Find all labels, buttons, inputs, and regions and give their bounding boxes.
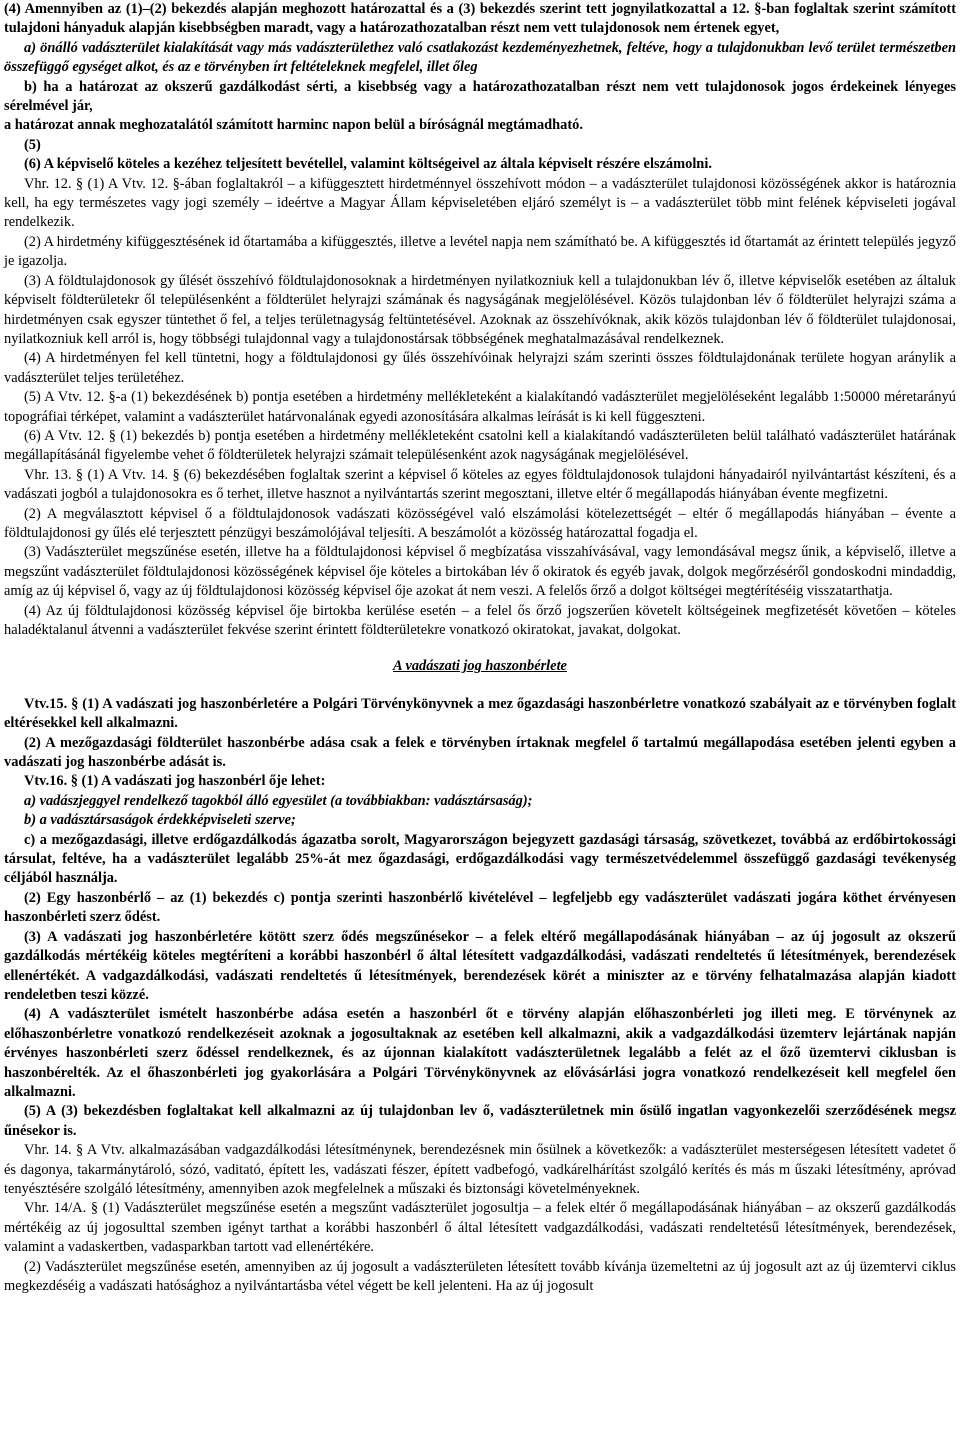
paragraph: (5) A (3) bekezdésben foglaltakat kell alkalmazni az új tulajdonban lev ő, vadászterületnek min ősülő ingatlan vagyonkezelői szerződésének megsz űnésekor is.: [4, 1103, 956, 1139]
section-haszonberlet: [4, 695, 956, 1297]
paragraph: (5) A Vtv. 12. §-a (1) bekezdésének b) pontja esetében a hirdetmény mellékleteként a kialakítandó vadászterület megjelöléseként legalább 1:50000 méretarányú topográfiai térképet, valamint a vadászterület határvonalának egyedi azonosítására alkalmas leírását is ki kell függeszteni.: [4, 389, 956, 425]
paragraph: (6) A Vtv. 12. § (1) bekezdés b) pontja esetében a hirdetmény mellékleteként csatolni kell a kialakítandó vadászterületen belül található vadászterület határának megállapításánál figyelembe vehet ő földterületek helyrajzi számait településenként azok nagyságának megjelölésével.: [4, 427, 956, 464]
paragraph: c) a mezőgazdasági, illetve erdőgazdálkodás ágazatba sorolt, Magyarországon bejegyzett gazdasági társaság, szövetkezet, továbbá az erdőbirtokossági társulat, feltéve, ha a vadászterület legalább 25%-át mez őgazdasági, erdőgazdálkodási vagy természetvédelemmel összefüggő gazdasági tevékenység céljából használja.: [4, 831, 956, 887]
paragraph: (3) Vadászterület megszűnése esetén, illetve ha a földtulajdonosi képvisel ő megbízatása visszahívásával, vagy lemondásával megsz űnik, a képviselő, illetve a megszűnt vadászterület földtulajdonosi közösségének képvisel ője köteles a birtokában lév ő okiratok és egyéb javak, dolgok megőrzéséről gondoskodni mindaddig, amíg az új képvisel ő, vagy az új földtulajdonosi közösség képvisel ője azokat át nem veszi. A felelős őrző a dolgot költségei megtérítéséig visszatarthatja.: [4, 544, 956, 600]
paragraph: (3) A földtulajdonosok gy űlését összehívó földtulajdonosoknak a hirdetményen nyilatkozniuk kell a tulajdonukban lév ő, illetve képviselők esetében az általuk képviselt földterületekr ől településenként a földterület helyrajzi számának és nagyságának megjelölésével. Közös tulajdonban lév ő földterület helyrajzi száma a hirdetményen csak egyszer tüntethet ő fel, a teljes területnagyság feltüntetésével. Azoknak az összehívóknak, akik közös tulajdonban lév ő földterület tulajdonosai, nyilatkozniuk kell arról is, hogy többségi tulajdonnal vagy a tulajdonostársak többségének meghatalmazásával rendelkeznek.: [4, 272, 956, 347]
paragraph: (4) Az új földtulajdonosi közösség képvisel ője birtokba kerülése esetén – a felel ős őrző jogszerűen követelt költségeinek megfizetését követően – köteles haladéktalanul átvenni a vadászterület fekvése szerint érintett földterületekre vonatkozó okiratokat, javakat, dolgokat.: [4, 602, 956, 638]
paragraph: Vtv.16. § (1) A vadászati jog haszonbérl ője lehet:: [24, 773, 326, 790]
paragraph: Vhr. 12. § (1) A Vtv. 12. §-ában foglaltakról – a kifüggesztett hirdetménnyel összehívott módon – a vadászterület tulajdonosi közösségének akkor is határoznia kell, ha egy természetes vagy jogi személy – ideértve a Magyar Állam képviseletében eljáró személyt is – a vadászterület több mint felének képviseleti jogával rendelkezik.: [4, 175, 956, 231]
paragraph: (4) A hirdetményen fel kell tüntetni, hogy a földtulajdonosi gy űlés összehívóinak helyrajzi szám szerinti összes földtulajdonának területe hogyan aránylik a vadászterület teljes területéhez.: [4, 350, 956, 386]
paragraph: (2) A megválasztott képvisel ő a földtulajdonosok vadászati közösségével való elszámolási kötelezettségét – eltér ő megállapodás hiányában – évente a földtulajdonosi gy űlés elé terjesztett pénzügyi beszámolójával teljesíti. A beszámolót a közösség határozattal fogadja el.: [4, 505, 956, 541]
paragraph: b) a vadásztársaságok érdekképviseleti szerve;: [24, 812, 296, 829]
paragraph: (4) Amennyiben az (1)–(2) bekezdés alapján meghozott határozattal és a (3) bekezdés szerint tett jognyilatkozattal a 12. §-ban foglaltak szerint számított tulajdoni hányaduk alapján kisebbségben maradt, vagy a határozathozatalban részt nem vett tulajdonosok nem értenek egyet,: [4, 1, 956, 37]
paragraph: Vtv.15. § (1) A vadászati jog haszonbérletére a Polgári Törvénykönyvnek a mez őgazdasági haszonbérletre vonatkozó szabályait az e törvényben foglalt eltérésekkel kell alkalmazni.: [4, 695, 956, 732]
paragraph: (2) Vadászterület megszűnése esetén, amennyiben az új jogosult a vadászterületen létesített tovább kívánja üzemeltetni az új jogosult azt az új üzemtervi ciklus megkezdéséig a vadászati hatósághoz a nyilvántartásba vétel végett be kell jelenteni. Ha az új jogosult: [4, 1258, 956, 1294]
section-vadaszterulet: [4, 0, 956, 640]
paragraph: (6) A képviselő köteles a kezéhez teljesített bevétellel, valamint költségeivel az általa képviselt részére elszámolni.: [24, 156, 712, 173]
section-heading: A vadászati jog haszonbérlete: [393, 658, 567, 675]
paragraph: Vhr. 13. § (1) A Vtv. 14. § (6) bekezdésében foglaltak szerint a képvisel ő köteles az egyes földtulajdonosok tulajdoni hányadairól nyilvántartást készíteni, és a vadászati jogból a tulajdonosokra es ő terhet, illetve hasznot a nyilvántartás szerint megosztani, illetve eltér ő megállapodás hiányában évente megfizetni.: [4, 466, 956, 503]
paragraph: (2) A hirdetmény kifüggesztésének id őtartamába a kifüggesztés, illetve a levétel napja nem számítható be. A kifüggesztés id őtartamát az érintett település jegyző je igazolja.: [4, 233, 956, 270]
paragraph: (4) A vadászterület ismételt haszonbérbe adása esetén a haszonbérl őt e törvény alapján előhaszonbérleti jog illeti meg. E törvénynek az előhaszonbérletre vonatkozó rendelkezéseit azoknak a jogosultaknak az esetében kell alkalmazni, akik a vadgazdálkodási üzemterv lejártának napján érvényes haszonbérleti szerz ődéssel rendelkeznek, és az újonnan kialakított vadászterületnek legalább a felét az el őző üzemtervi ciklusban is haszonbérelték. Az el őhaszonbérleti jog gyakorlására a Polgári Törvénykönyvnek az elővásárlási jogra vonatkozó rendelkezéseit kell megfelel ően alkalmazni.: [4, 1006, 956, 1100]
paragraph: a határozat annak meghozatalától számított harminc napon belül a bíróságnál megtámadható.: [4, 117, 583, 134]
paragraph: a) vadászjeggyel rendelkező tagokból álló egyesület (a továbbiakban: vadásztársaság);: [24, 792, 533, 809]
paragraph: a) önálló vadászterület kialakítását vagy más vadászterülethez való csatlakozást kezdeményezhetnek, feltéve, hogy a tulajdonukban levő terület természetben összefüggő egységet alkot, és az e törvényben írt feltételeknek megfelel, illet őleg: [4, 39, 956, 76]
paragraph: Vhr. 14/A. § (1) Vadászterület megszűnése esetén a megszűnt vadászterület jogosultja – a felek eltér ő megállapodásának hiányában – az okszerű gazdálkodás mértékéig az új jogosulttal szemben igényt tarthat a korábbi haszonbérl ő által létesített vadgazdálkodási, vadászati rendeltetésű létesítmények, berendezések, valamint a vadaskertben, vadasparkban tartott vad ellenértékére.: [4, 1200, 956, 1256]
paragraph: (5): [24, 136, 41, 153]
paragraph: (2) Egy haszonbérlő – az (1) bekezdés c) pontja szerinti haszonbérlő kivételével – legfeljebb egy vadászterület vadászati jogára köthet érvényesen haszonbérleti szerz ődést.: [4, 889, 956, 926]
paragraph: (3) A vadászati jog haszonbérletére kötött szerz ődés megszűnésekor – a felek eltérő megállapodásának hiányában – az új jogosult az okszerű gazdálkodás mértékéig köteles megtéríteni a korábbi haszonbérl ő által létesített vadgazdálkodási, vadászati rendeltetés ű létesítmények, berendezések ellenértékét. A vadgazdálkodási, vadászati rendeltetés ű létesítmények, berendezések körét a miniszter az e törvény felhatalmazása alapján kiadott rendeletben teszi közzé.: [4, 928, 956, 1003]
paragraph: Vhr. 14. § A Vtv. alkalmazásában vadgazdálkodási létesítménynek, berendezésnek min ősülnek a következők: a vadászterület mesterségesen létesített vadetet ő és dagonya, takarmánytároló, sózó, vaditató, épített les, vadászati fészer, épített vadbefogó, vadkárelhárítást szolgáló kerítés és más m űszaki létesítmény, apróvad tenyésztésére szolgáló létesítmény, amennyiben azok megfelelnek a műszaki és biztonsági követelményeknek.: [4, 1142, 956, 1197]
paragraph: b) ha a határozat az okszerű gazdálkodást sérti, a kisebbség vagy a határozathozatalban részt nem vett tulajdonosok jogos érdekeinek lényeges sérelmével jár,: [4, 78, 956, 115]
paragraph: (2) A mezőgazdasági földterület haszonbérbe adása csak a felek e törvényben írtaknak megfelel ő tartalmú megállapodása esetében jelenti egyben a vadászati jog haszonbérbe adását is.: [4, 734, 956, 771]
